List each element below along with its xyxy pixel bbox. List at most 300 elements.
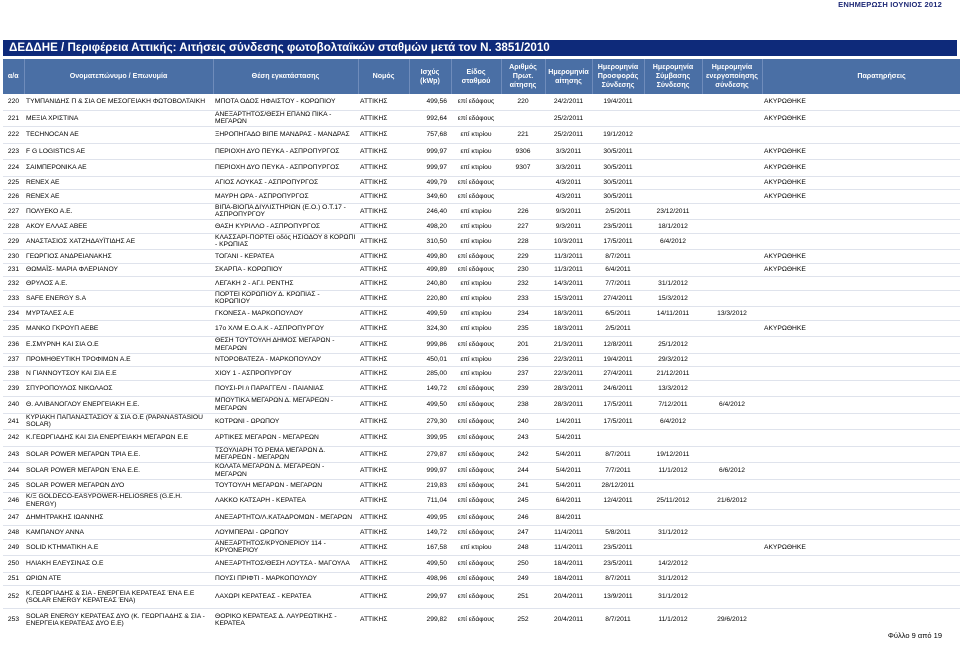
cell-offer: 17/5/2011 xyxy=(592,413,644,430)
cell-name: SOLAR POWER ΜΕΓΑΡΩΝ ΈΝΑ Ε.Ε. xyxy=(24,463,213,480)
cell-type: επί εδάφους xyxy=(457,98,495,106)
cell-prot: 221 xyxy=(501,127,545,144)
cell-loc: ΣΚΑΡΠΑ - ΚΟΡΩΠΙΟΥ xyxy=(213,263,358,277)
cell-notes xyxy=(762,572,960,586)
cell-notes: ΑΚΥΡΩΘΗΚΕ xyxy=(762,160,960,177)
cell-activ xyxy=(702,94,762,110)
table-row xyxy=(3,250,960,264)
cell-nomos: ΑΤΤΙΚΗΣ xyxy=(358,143,409,160)
cell-offer: 8/7/2011 xyxy=(592,250,644,264)
cell-offer: 19/4/2011 xyxy=(592,353,644,367)
table-row xyxy=(3,277,960,291)
cell-kwp: 498,20 xyxy=(409,220,451,234)
cell-nomos: ΑΤΤΙΚΗΣ xyxy=(358,160,409,177)
cell-contract xyxy=(644,143,702,160)
cell-loc: ΚΛΑΣΣΑΡΙ-ΠΟΡΤΕΙ οδός ΗΣΙΟΔΟΥ 8 ΚΟΡΩΠΙ - ΚΡΩΠΙΑΣ xyxy=(213,233,358,250)
cell-name: ΑΝΑΣΤΑΣΙΟΣ ΧΑΤΖΗΔΑΥΪΤΙΔΗΣ ΑΕ xyxy=(24,233,213,250)
cell-loc: ΑΝΕΞΑΡΤΗΤΟ/Λ.ΚΑΤΑΔΡΟΜΩΝ - ΜΕΓΑΡΩΝ xyxy=(213,509,358,526)
cell-name: ΚΑΜΠΑΝΟΥ ΑΝΝΑ xyxy=(24,526,213,540)
cell-prot: 242 xyxy=(501,446,545,463)
cell-name: ΓΕΩΡΓΙΟΣ ΑΝΔΡΕΙΑΝΑΚΗΣ xyxy=(24,250,213,264)
cell-loc: ΑΓΙΟΣ ΛΟΥΚΑΣ - ΑΣΠΡΟΠΥΡΓΟΣ xyxy=(213,176,358,190)
cell-prot: 230 xyxy=(501,263,545,277)
table-header-row xyxy=(3,59,960,94)
cell-prot: 251 xyxy=(501,586,545,609)
cell-kwp: 240,80 xyxy=(409,277,451,291)
cell-notes: ΑΚΥΡΩΘΗΚΕ xyxy=(762,176,960,190)
cell-kwp: 999,86 xyxy=(409,337,451,354)
cell-nomos: ΑΤΤΙΚΗΣ xyxy=(358,203,409,220)
cell-kwp: 999,97 xyxy=(409,143,451,160)
cell-kwp: 450,01 xyxy=(409,353,451,367)
cell-offer: 13/9/2011 xyxy=(592,586,644,609)
cell-name: ΚΥΡΙΑΚΗ ΠΑΠΑΝΑΣΤΑΣΙΟΥ & ΣΙΑ Ο.Ε (PAPANASTASIOU SOLAR) xyxy=(24,413,213,430)
cell-contract: 15/3/2012 xyxy=(644,290,702,307)
cell-offer: 12/4/2011 xyxy=(592,493,644,510)
cell-type: επί κτιρίου xyxy=(451,277,501,291)
cell-activ xyxy=(702,320,762,337)
cell-activ xyxy=(702,263,762,277)
cell-nomos: ΑΤΤΙΚΗΣ xyxy=(358,539,409,556)
cell-aa: 249 xyxy=(3,539,24,556)
cell-notes xyxy=(762,290,960,307)
cell-prot: 229 xyxy=(501,250,545,264)
cell-prot: 233 xyxy=(501,290,545,307)
cell-kwp: 999,97 xyxy=(409,463,451,480)
table-row xyxy=(3,353,960,367)
cell-contract xyxy=(644,320,702,337)
cell-notes: ΑΚΥΡΩΘΗΚΕ xyxy=(762,320,960,337)
cell-kwp: 499,50 xyxy=(409,556,451,573)
cell-loc: ΝΤΟΡΟΒΑΤΕΖΑ - ΜΑΡΚΟΠΟΥΛΟΥ xyxy=(213,353,358,367)
cell-app: 28/3/2011 xyxy=(545,397,592,414)
cell-nomos: ΑΤΤΙΚΗΣ xyxy=(358,250,409,264)
cell-aa: 223 xyxy=(3,143,24,160)
cell-type: επί κτιρίου xyxy=(451,160,501,177)
cell-nomos: ΑΤΤΙΚΗΣ xyxy=(358,127,409,144)
cell-contract: 11/1/2012 xyxy=(644,463,702,480)
cell-nomos: ΑΤΤΙΚΗΣ xyxy=(358,220,409,234)
cell-type: επί εδάφους xyxy=(451,526,501,540)
cell-loc: ΤΣΟΥΛΙΑΡΗ ΤΟ ΡΕΜΑ ΜΕΓΑΡΩΝ Δ. ΜΕΓΑΡΕΩΝ - ΜΕΓΑΡΩΝ xyxy=(213,446,358,463)
cell-loc: ΛΑΚΚΟ ΚΑΤΣΑΡΗ - ΚΕΡΑΤΕΑ xyxy=(213,493,358,510)
cell-name: SOLAR POWER ΜΕΓΑΡΩΝ ΔΥΟ xyxy=(24,479,213,493)
cell-notes: ΑΚΥΡΩΘΗΚΕ xyxy=(762,190,960,204)
cell-notes xyxy=(762,526,960,540)
cell-loc: ΤΟΓΑΝΙ - ΚΕΡΑΤΕΑ xyxy=(213,250,358,264)
cell-prot: 228 xyxy=(501,233,545,250)
cell-aa: 225 xyxy=(3,176,24,190)
cell-app: 5/4/2011 xyxy=(545,446,592,463)
cell-loc: ΚΟΤΡΩΝΙ - ΩΡΩΠΟΥ xyxy=(213,413,358,430)
cell-activ xyxy=(702,380,762,397)
cell-nomos: ΑΤΤΙΚΗΣ xyxy=(358,446,409,463)
cell-name: ΣΠΥΡΟΠΟΥΛΟΣ ΝΙΚΟΛΑΟΣ xyxy=(24,380,213,397)
cell-type: επί εδάφους xyxy=(451,493,501,510)
cell-type: επί εδάφους xyxy=(451,337,501,354)
cell-app: 18/4/2011 xyxy=(545,556,592,573)
table-row xyxy=(3,526,960,540)
cell-contract: 14/2/2012 xyxy=(644,556,702,573)
cell-type: επί εδάφους xyxy=(451,479,501,493)
cell-nomos: ΑΤΤΙΚΗΣ xyxy=(358,493,409,510)
cell-contract xyxy=(644,127,702,144)
table-row xyxy=(3,572,960,586)
cell-nomos: ΑΤΤΙΚΗΣ xyxy=(358,413,409,430)
cell-type: επί εδάφους xyxy=(451,397,501,414)
table-row xyxy=(3,556,960,573)
cell-notes xyxy=(762,430,960,447)
cell-aa: 236 xyxy=(3,337,24,354)
cell-activ xyxy=(702,446,762,463)
cell-offer: 7/7/2011 xyxy=(592,463,644,480)
cell-prot: 248 xyxy=(501,539,545,556)
table-row xyxy=(3,397,960,414)
cell-prot: 9307 xyxy=(501,160,545,177)
cell-contract: 19/12/2011 xyxy=(644,446,702,463)
cell-app: 9/3/2011 xyxy=(545,203,592,220)
cell-activ xyxy=(702,353,762,367)
cell-nomos: ΑΤΤΙΚΗΣ xyxy=(358,609,409,632)
cell-offer: 27/4/2011 xyxy=(592,367,644,381)
cell-type: επί εδάφους xyxy=(451,190,501,204)
cell-prot: 239 xyxy=(501,380,545,397)
cell-nomos: ΑΤΤΙΚΗΣ xyxy=(358,176,409,190)
cell-activ xyxy=(702,430,762,447)
cell-type: επί κτιρίου xyxy=(451,290,501,307)
cell-activ xyxy=(702,509,762,526)
cell-contract: 7/12/2011 xyxy=(644,397,702,414)
cell-app: 20/4/2011 xyxy=(545,586,592,609)
table-row xyxy=(3,493,960,510)
table-body xyxy=(3,94,960,631)
cell-type: επί κτιρίου xyxy=(451,233,501,250)
cell-app: 6/4/2011 xyxy=(545,493,592,510)
cell-offer: 24/6/2011 xyxy=(592,380,644,397)
cell-kwp: 499,50 xyxy=(409,397,451,414)
cell-name: Κ/Ξ GOLDECO-EASYPOWER-HELIOSRES (G.E.H. ENERGY) xyxy=(24,493,213,510)
cell-activ xyxy=(702,277,762,291)
cell-activ xyxy=(702,586,762,609)
cell-activ xyxy=(702,233,762,250)
cell-offer xyxy=(592,430,644,447)
cell-type: επί εδάφους xyxy=(451,446,501,463)
cell-app: 10/3/2011 xyxy=(545,233,592,250)
cell-aa: 220 xyxy=(7,98,20,106)
cell-aa: 246 xyxy=(3,493,24,510)
page-footer: Φύλλο 9 από 19 xyxy=(887,631,942,640)
cell-contract: 31/1/2012 xyxy=(644,586,702,609)
table-row xyxy=(3,160,960,177)
cell-activ: 6/4/2012 xyxy=(702,397,762,414)
cell-activ xyxy=(702,110,762,127)
cell-contract: 31/1/2012 xyxy=(644,277,702,291)
cell-loc: ΑΡΤΙΚΕΣ ΜΕΓΑΡΩΝ - ΜΕΓΑΡΕΩΝ xyxy=(213,430,358,447)
cell-kwp: 999,97 xyxy=(409,160,451,177)
cell-aa: 239 xyxy=(3,380,24,397)
cell-notes: ΑΚΥΡΩΘΗΚΕ xyxy=(764,98,806,106)
cell-notes xyxy=(762,479,960,493)
cell-loc: ΠΕΡΙΟΧΗ ΔΥΟ ΠΕΥΚΑ - ΑΣΠΡΟΠΥΡΓΟΣ xyxy=(213,143,358,160)
applications-table xyxy=(3,59,960,631)
cell-prot: 232 xyxy=(501,277,545,291)
cell-notes xyxy=(762,609,960,632)
cell-kwp: 498,96 xyxy=(409,572,451,586)
cell-loc: ΠΟΡΤΕΙ ΚΟΡΩΠΙΟΥ Δ. ΚΡΩΠΙΑΣ - ΚΟΡΩΠΙΟΥ xyxy=(213,290,358,307)
cell-kwp: 299,82 xyxy=(409,609,451,632)
cell-activ xyxy=(702,479,762,493)
cell-loc: ΚΟΛΑΤΑ ΜΕΓΑΡΩΝ Δ. ΜΕΓΑΡΕΩΝ - ΜΕΓΑΡΩΝ xyxy=(213,463,358,480)
column-header: Ημερομηνία Σύμβασης Σύνδεσης xyxy=(644,59,702,94)
cell-notes xyxy=(762,586,960,609)
cell-loc: ΑΝΕΞΑΡΤΗΤΟΣ/ΘΕΣΗ ΕΠΑΝΩ ΠΙΚΑ - ΜΕΓΑΡΩΝ xyxy=(213,110,358,127)
cell-prot: 252 xyxy=(501,609,545,632)
cell-nomos: ΑΤΤΙΚΗΣ xyxy=(358,110,409,127)
cell-prot: 238 xyxy=(501,397,545,414)
cell-loc: ΑΝΕΞΑΡΤΗΤΟΣ/ΚΡΥΟΝΕΡΙΟΥ 114 - ΚΡΥΟΝΕΡΙΟΥ xyxy=(213,539,358,556)
cell-kwp: 299,97 xyxy=(409,586,451,609)
cell-name: TECHNOCAN AE xyxy=(24,127,213,144)
cell-offer: 23/5/2011 xyxy=(592,556,644,573)
cell-nomos: ΑΤΤΙΚΗΣ xyxy=(358,290,409,307)
column-header: Είδος σταθμού xyxy=(451,59,501,94)
cell-aa: 234 xyxy=(3,307,24,321)
cell-type: επί κτιρίου xyxy=(451,539,501,556)
cell-aa: 224 xyxy=(3,160,24,177)
cell-name: ΘΡΥΛΟΣ Α.Ε. xyxy=(24,277,213,291)
cell-notes xyxy=(762,397,960,414)
cell-notes xyxy=(762,493,960,510)
cell-offer: 28/12/2011 xyxy=(592,479,644,493)
cell-app: 22/3/2011 xyxy=(545,353,592,367)
cell-offer: 17/5/2011 xyxy=(592,233,644,250)
column-header: Θέση εγκατάστασης xyxy=(213,59,358,94)
cell-offer: 5/8/2011 xyxy=(592,526,644,540)
cell-aa: 247 xyxy=(3,509,24,526)
cell-kwp: 149,72 xyxy=(409,380,451,397)
cell-notes xyxy=(762,220,960,234)
cell-kwp: 149,72 xyxy=(409,526,451,540)
table-row xyxy=(3,446,960,463)
cell-contract xyxy=(644,94,702,110)
cell-loc: ΞΗΡΟΠΗΓΑΔΟ ΒΙΠΕ ΜΑΝΔΡΑΣ - ΜΑΝΔΡΑΣ xyxy=(213,127,358,144)
cell-activ xyxy=(702,203,762,220)
cell-type: επί εδάφους xyxy=(451,509,501,526)
cell-activ xyxy=(702,143,762,160)
cell-offer: 2/5/2011 xyxy=(592,203,644,220)
table-row xyxy=(3,176,960,190)
cell-kwp: 499,79 xyxy=(409,176,451,190)
cell-contract: 6/4/2012 xyxy=(644,233,702,250)
column-header: Νομός xyxy=(358,59,409,94)
cell-notes xyxy=(762,337,960,354)
cell-aa: 251 xyxy=(3,572,24,586)
cell-activ xyxy=(702,290,762,307)
cell-type: επί κτιρίου xyxy=(451,353,501,367)
cell-prot: 234 xyxy=(501,307,545,321)
cell-prot: 201 xyxy=(501,337,545,354)
cell-type: επί εδάφους xyxy=(451,110,501,127)
cell-offer: 27/4/2011 xyxy=(592,290,644,307)
cell-app: 5/4/2011 xyxy=(545,430,592,447)
cell-aa: 240 xyxy=(3,397,24,414)
cell-nomos: ΑΤΤΙΚΗΣ xyxy=(358,367,409,381)
cell-activ xyxy=(702,250,762,264)
cell-activ xyxy=(702,413,762,430)
cell-loc: ΜΠΟΤΑ ΟΔΟΣ ΗΦΑΙΣΤΟΥ - ΚΟΡΩΠΙΟΥ xyxy=(215,98,336,106)
cell-app: 15/3/2011 xyxy=(545,290,592,307)
cell-offer xyxy=(592,509,644,526)
cell-offer: 30/5/2011 xyxy=(592,190,644,204)
cell-type: επί κτιρίου xyxy=(451,320,501,337)
cell-prot: 226 xyxy=(501,203,545,220)
cell-name: RENEX AE xyxy=(24,176,213,190)
table-row xyxy=(3,320,960,337)
cell-offer: 6/4/2011 xyxy=(592,263,644,277)
cell-prot: 220 xyxy=(517,98,529,106)
cell-loc: ΒΙΠΑ-ΒΙΟΠΑ ΔΙΥΛΙΣΤΗΡΙΩΝ (Ε.Ο.) Ο.Τ.17 - ΑΣΠΡΟΠΥΡΓΟΥ xyxy=(213,203,358,220)
cell-type: επί εδάφους xyxy=(451,556,501,573)
cell-contract xyxy=(644,509,702,526)
cell-aa: 227 xyxy=(3,203,24,220)
cell-contract xyxy=(644,479,702,493)
cell-kwp: 757,68 xyxy=(409,127,451,144)
table-row xyxy=(3,479,960,493)
cell-aa: 231 xyxy=(3,263,24,277)
cell-nomos: ΑΤΤΙΚΗΣ xyxy=(358,509,409,526)
table-row xyxy=(3,413,960,430)
cell-prot: 246 xyxy=(501,509,545,526)
cell-aa: 253 xyxy=(3,609,24,632)
cell-notes xyxy=(762,353,960,367)
cell-nomos: ΑΤΤΙΚΗΣ xyxy=(358,190,409,204)
cell-activ xyxy=(702,526,762,540)
cell-app: 11/3/2011 xyxy=(545,250,592,264)
cell-nomos: ΑΤΤΙΚΗΣ xyxy=(358,233,409,250)
cell-app: 22/3/2011 xyxy=(545,367,592,381)
cell-name: SAFE ENERGY S.A xyxy=(24,290,213,307)
cell-nomos: ΑΤΤΙΚΗΣ xyxy=(358,353,409,367)
cell-kwp: 499,89 xyxy=(409,263,451,277)
top-bar xyxy=(0,0,960,13)
cell-offer: 8/7/2011 xyxy=(592,609,644,632)
cell-notes xyxy=(762,413,960,430)
cell-notes xyxy=(762,127,960,144)
cell-contract: 21/12/2011 xyxy=(644,367,702,381)
cell-prot: 235 xyxy=(501,320,545,337)
table-row xyxy=(3,380,960,397)
cell-activ: 29/6/2012 xyxy=(702,609,762,632)
table-row xyxy=(3,586,960,609)
cell-aa: 252 xyxy=(3,586,24,609)
cell-contract xyxy=(644,110,702,127)
cell-kwp: 399,95 xyxy=(409,430,451,447)
cell-type: επί κτιρίου xyxy=(451,220,501,234)
cell-type: επί εδάφους xyxy=(451,572,501,586)
cell-notes xyxy=(762,203,960,220)
cell-prot: 250 xyxy=(501,556,545,573)
cell-offer: 19/4/2011 xyxy=(603,98,633,106)
cell-aa: 250 xyxy=(3,556,24,573)
cell-aa: 237 xyxy=(3,353,24,367)
cell-name: ΜΕΞΙΑ ΧΡΙΣΤΙΝΑ xyxy=(24,110,213,127)
page-title: ΔΕΔΔΗΕ / Περιφέρεια Αττικής: Αιτήσεις σύνδεσης φωτοβολταϊκών σταθμών μετά τον Ν. 3851/2010 xyxy=(3,40,957,56)
cell-aa: 238 xyxy=(3,367,24,381)
cell-app: 25/2/2011 xyxy=(545,110,592,127)
cell-activ xyxy=(702,539,762,556)
cell-app: 4/3/2011 xyxy=(545,190,592,204)
cell-prot: 237 xyxy=(501,367,545,381)
table-row xyxy=(3,203,960,220)
table-row xyxy=(3,430,960,447)
cell-notes: ΑΚΥΡΩΘΗΚΕ xyxy=(762,263,960,277)
cell-type: επί εδάφους xyxy=(451,263,501,277)
cell-nomos: ΑΤΤΙΚΗΣ xyxy=(358,463,409,480)
cell-activ xyxy=(702,556,762,573)
cell-notes xyxy=(762,233,960,250)
cell-loc: ΠΟΥΣΙ ΠΡΙΦΤΙ - ΜΑΡΚΟΠΟΥΛΟΥ xyxy=(213,572,358,586)
cell-loc: ΜΠΟΥΤΙΚΑ ΜΕΓΑΡΩΝ Δ. ΜΕΓΑΡΕΩΝ - ΜΕΓΑΡΩΝ xyxy=(213,397,358,414)
cell-activ xyxy=(702,337,762,354)
cell-aa: 233 xyxy=(3,290,24,307)
cell-notes xyxy=(762,307,960,321)
cell-aa: 241 xyxy=(3,413,24,430)
cell-app: 20/4/2011 xyxy=(545,609,592,632)
cell-name: Θ. ΑΛΙΒΑΝΟΓΛΟΥ ΕΝΕΡΓΕΙΑΚΗ Ε.Ε. xyxy=(24,397,213,414)
cell-kwp: 992,64 xyxy=(409,110,451,127)
cell-name: ΜΑΝΚΟ ΓΚΡΟΥΠ ΑΕΒΕ xyxy=(24,320,213,337)
cell-type: επί εδάφους xyxy=(451,176,501,190)
cell-name: SOLID KTHMATIKH A.E xyxy=(24,539,213,556)
cell-contract xyxy=(644,263,702,277)
cell-activ: 13/3/2012 xyxy=(702,307,762,321)
cell-offer: 7/7/2011 xyxy=(592,277,644,291)
cell-name: ΘΩΜΑΪΣ- ΜΑΡΙΑ ΦΛΕΡΙΑΝΟΥ xyxy=(24,263,213,277)
cell-name: Ν ΓΙΑΝΝΟΥΤΣΟΥ ΚΑΙ ΣΙΑ Ε.Ε xyxy=(24,367,213,381)
cell-aa: 248 xyxy=(3,526,24,540)
cell-loc: ΧΙΟΥ 1 - ΑΣΠΡΟΠΥΡΓΟΥ xyxy=(213,367,358,381)
cell-loc: ΘΟΡΙΚΟ ΚΕΡΑΤΕΑΣ Δ. ΛΑΥΡΕΩΤΙΚΗΣ - ΚΕΡΑΤΕΑ xyxy=(213,609,358,632)
cell-notes xyxy=(762,556,960,573)
cell-kwp: 310,50 xyxy=(409,233,451,250)
cell-activ xyxy=(702,127,762,144)
cell-app: 14/3/2011 xyxy=(545,277,592,291)
cell-loc: 17ο ΧΛΜ Ε.Ο.Α.Κ - ΑΣΠΡΟΠΥΡΓΟΥ xyxy=(213,320,358,337)
cell-contract xyxy=(644,190,702,204)
cell-contract: 18/1/2012 xyxy=(644,220,702,234)
cell-nomos: ΑΤΤΙΚΗΣ xyxy=(358,397,409,414)
cell-contract: 29/3/2012 xyxy=(644,353,702,367)
cell-app: 9/3/2011 xyxy=(545,220,592,234)
cell-app: 18/3/2011 xyxy=(545,307,592,321)
cell-type: επί εδάφους xyxy=(451,463,501,480)
cell-aa: 226 xyxy=(3,190,24,204)
cell-aa: 230 xyxy=(3,250,24,264)
cell-contract xyxy=(644,176,702,190)
cell-kwp: 324,30 xyxy=(409,320,451,337)
cell-app: 5/4/2011 xyxy=(545,479,592,493)
cell-loc: ΠΟΥΣΙ-ΡΙ /ι ΠΑΡΑΓΓΕΛΙ - ΠΑΙΑΝΙΑΣ xyxy=(213,380,358,397)
column-header: Ισχύς (kWp) xyxy=(409,59,451,94)
cell-type: επί κτιρίου xyxy=(451,367,501,381)
cell-aa: 243 xyxy=(3,446,24,463)
cell-nomos: ΑΤΤΙΚΗΣ xyxy=(358,307,409,321)
cell-activ xyxy=(702,160,762,177)
cell-name: ΗΛΙΑΚΗ ΕΛΕΥΣΙΝΑΣ Ο.Ε xyxy=(24,556,213,573)
cell-notes xyxy=(762,277,960,291)
cell-type: επί εδάφους xyxy=(451,586,501,609)
cell-app: 11/4/2011 xyxy=(545,526,592,540)
